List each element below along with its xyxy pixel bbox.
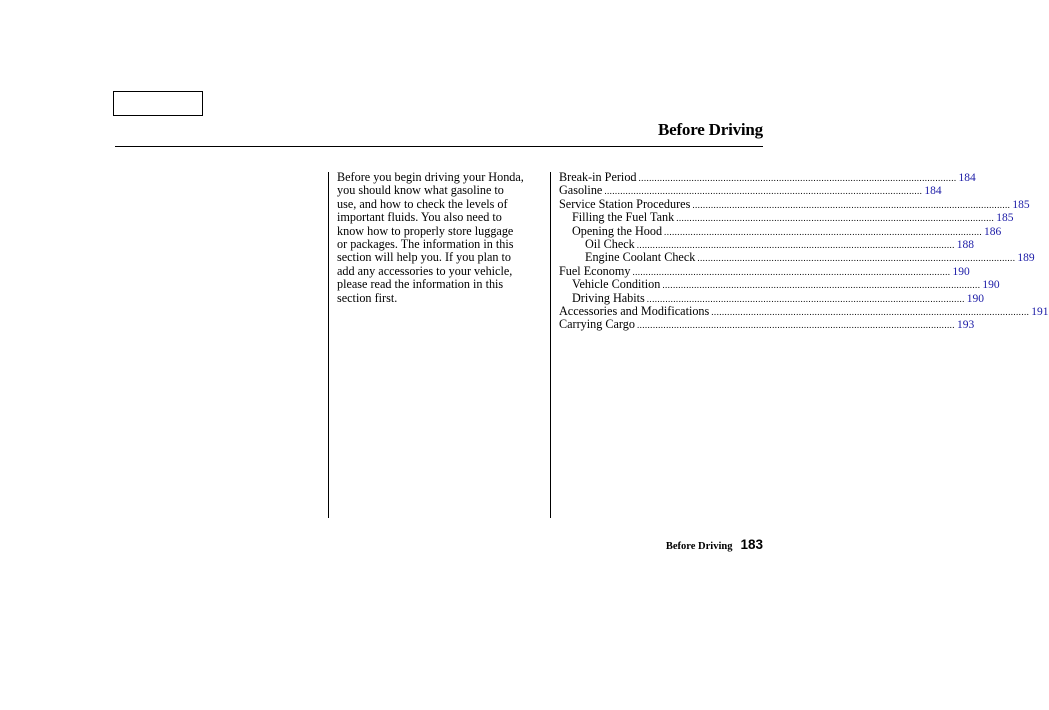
intro-line: you should know what gasoline to <box>337 183 504 198</box>
toc-label: Opening the Hood <box>572 223 663 238</box>
toc-item-break-in-period[interactable] <box>559 170 976 184</box>
page-footer <box>666 536 763 554</box>
toc-label: Filling the Fuel Tank <box>572 210 675 225</box>
intro-line: use, and how to check the levels of <box>337 196 508 211</box>
intro-line: section first. <box>337 290 398 305</box>
toc-page-link[interactable]: 185 <box>996 212 1014 225</box>
toc-leader-dots: ........................................................................................................................ <box>646 293 965 304</box>
intro-line: important fluids. You also need to <box>337 210 502 225</box>
toc-leader-dots: ........................................................................................................................ <box>632 266 951 277</box>
toc-label: Service Station Procedures <box>559 196 691 211</box>
toc-page-link[interactable]: 184 <box>924 185 942 198</box>
intro-line: know how to properly store luggage <box>337 223 514 238</box>
toc-item-opening-the-hood[interactable] <box>559 223 1002 238</box>
toc-label: Break-in Period <box>559 170 637 184</box>
toc-page-link[interactable]: 190 <box>952 265 970 278</box>
title-divider <box>115 146 763 147</box>
page-title: Before Driving <box>657 120 763 139</box>
toc-page-link[interactable]: 185 <box>1012 198 1030 211</box>
toc-label: Engine Coolant Check <box>585 250 696 265</box>
toc-leader-dots: ........................................................................................................................ <box>664 226 983 237</box>
footer-section-label: Before Driving <box>665 541 733 552</box>
toc-leader-dots: ........................................................................................................................ <box>662 280 981 291</box>
toc-item-accessories-and-modifications[interactable] <box>559 303 1049 318</box>
toc-leader-dots: ........................................................................................................................ <box>604 186 923 197</box>
intro-line: please read the information in this <box>337 277 504 292</box>
toc-item-filling-the-fuel-tank[interactable] <box>559 210 1014 225</box>
toc-item-fuel-economy[interactable] <box>559 263 970 278</box>
toc-leader-dots: ........................................................................................................................ <box>697 253 1016 264</box>
toc-leader-dots: ........................................................................................................................ <box>692 199 1011 210</box>
toc-item-service-station-procedures[interactable] <box>559 196 1030 211</box>
toc-leader-dots: ........................................................................................................................ <box>636 320 955 331</box>
toc-label: Vehicle Condition <box>572 277 661 292</box>
toc-item-gasoline[interactable] <box>559 183 942 198</box>
toc-leader-dots: ........................................................................................................................ <box>636 239 955 250</box>
table-of-contents <box>559 170 1049 332</box>
toc-label: Oil Check <box>585 236 635 251</box>
main-menu-button[interactable] <box>113 91 203 116</box>
toc-item-carrying-cargo[interactable] <box>559 317 975 332</box>
toc-page-link[interactable]: 193 <box>956 319 975 332</box>
toc-page-link[interactable]: 186 <box>984 225 1002 238</box>
toc-page-link[interactable]: 191 <box>1031 305 1049 318</box>
column-divider-left <box>328 172 329 518</box>
column-divider-right <box>550 172 551 518</box>
toc-page-link[interactable]: 189 <box>1017 252 1035 265</box>
toc-item-engine-coolant-check[interactable] <box>559 250 1035 265</box>
intro-line: Before you begin driving your Honda, <box>337 170 524 184</box>
intro-paragraph <box>337 171 549 305</box>
toc-page-link[interactable]: 190 <box>982 279 1000 292</box>
intro-line: or packages. The information in this <box>337 237 514 252</box>
toc-page-link[interactable]: 190 <box>966 292 985 305</box>
toc-label: Driving Habits <box>572 290 645 305</box>
toc-label: Gasoline <box>559 183 603 198</box>
intro-line: section will help you. If you plan to <box>337 250 511 265</box>
toc-leader-dots: ........................................................................................................................ <box>638 173 957 183</box>
toc-page-link[interactable]: 188 <box>956 238 975 251</box>
toc-leader-dots: ........................................................................................................................ <box>711 306 1030 317</box>
toc-label: Fuel Economy <box>559 263 631 278</box>
toc-page-link[interactable]: 184 <box>958 172 976 184</box>
toc-item-vehicle-condition[interactable] <box>559 277 1000 292</box>
toc-item-driving-habits[interactable] <box>559 290 985 305</box>
toc-label: Accessories and Modifications <box>559 303 710 318</box>
toc-label: Carrying Cargo <box>559 317 635 332</box>
page-number: 183 <box>740 537 763 552</box>
toc-leader-dots: ........................................................................................................................ <box>676 213 995 224</box>
toc-item-oil-check[interactable] <box>559 236 975 251</box>
intro-line: add any accessories to your vehicle, <box>337 263 513 278</box>
